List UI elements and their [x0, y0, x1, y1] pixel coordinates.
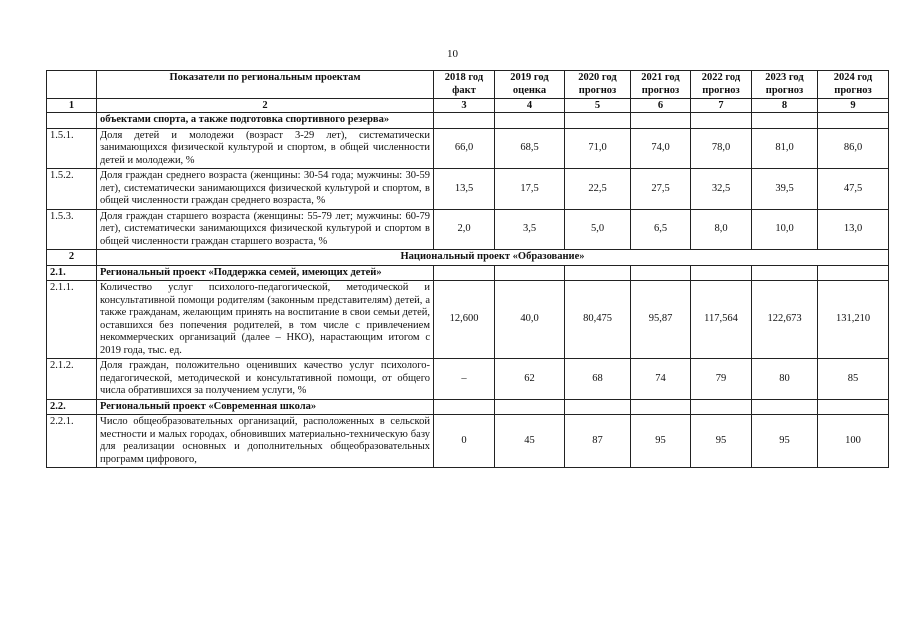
indicator-text: объектами спорта, а также подготовка спортивного резерва» [97, 113, 434, 129]
value-cell: 74 [631, 359, 691, 400]
value-cell [565, 113, 631, 129]
column-number: 6 [631, 99, 691, 113]
value-cell [752, 113, 818, 129]
row-index: 1.5.3. [47, 209, 97, 250]
value-cell [631, 399, 691, 415]
header-year: 2023 год прогноз [752, 71, 818, 99]
value-cell [631, 113, 691, 129]
value-cell: 86,0 [818, 128, 889, 169]
value-cell: 13,5 [434, 169, 495, 210]
value-cell: 95 [631, 415, 691, 468]
indicator-text: Доля граждан, положительно оценивших качество услуг психолого-педагогической, методической и консультативной помощи, от общего числа обратившихся за получением услуги, % [97, 359, 434, 400]
table-row [47, 359, 889, 400]
indicators-table [46, 70, 889, 468]
value-cell: 95,87 [631, 281, 691, 359]
table-body [47, 113, 889, 468]
column-number: 9 [818, 99, 889, 113]
value-cell: 78,0 [691, 128, 752, 169]
indicator-text: Доля граждан старшего возраста (женщины: 55-79 лет; мужчины: 60-79 лет), систематически занимающихся физической культурой и спортом в общей численности граждан старшего возраста, % [97, 209, 434, 250]
page-number: 10 [447, 48, 458, 60]
value-cell [434, 399, 495, 415]
header-index-cell [47, 71, 97, 99]
column-number: 8 [752, 99, 818, 113]
value-cell [691, 265, 752, 281]
header-year: 2024 год прогноз [818, 71, 889, 99]
value-cell: 40,0 [495, 281, 565, 359]
value-cell [434, 265, 495, 281]
table-header-row [47, 71, 889, 99]
row-index: 2 [47, 250, 97, 266]
section-row [47, 250, 889, 266]
indicator-text: Доля граждан среднего возраста (женщины: 30-54 года; мужчины: 30-59 лет), систематически занимающихся физической культурой и спортом, в общей численности граждан среднего возраста, % [97, 169, 434, 210]
value-cell: 45 [495, 415, 565, 468]
value-cell: 10,0 [752, 209, 818, 250]
value-cell: 3,5 [495, 209, 565, 250]
indicator-text: Доля детей и молодежи (возраст 3-29 лет), систематически занимающихся физической культурой и спортом, в общей численности детей и молодежи, % [97, 128, 434, 169]
value-cell: 95 [752, 415, 818, 468]
value-cell [565, 399, 631, 415]
header-year: 2021 год прогноз [631, 71, 691, 99]
value-cell [818, 399, 889, 415]
row-index: 1.5.2. [47, 169, 97, 210]
value-cell: 85 [818, 359, 889, 400]
row-index: 2.1. [47, 265, 97, 281]
row-index: 2.2. [47, 399, 97, 415]
value-cell: 81,0 [752, 128, 818, 169]
value-cell: 27,5 [631, 169, 691, 210]
value-cell [691, 399, 752, 415]
value-cell: 12,600 [434, 281, 495, 359]
header-year: 2022 год прогноз [691, 71, 752, 99]
value-cell: 80,475 [565, 281, 631, 359]
value-cell: 2,0 [434, 209, 495, 250]
value-cell [495, 399, 565, 415]
value-cell: 68,5 [495, 128, 565, 169]
value-cell: 17,5 [495, 169, 565, 210]
value-cell: 122,673 [752, 281, 818, 359]
value-cell: 0 [434, 415, 495, 468]
indicator-text: Региональный проект «Современная школа» [97, 399, 434, 415]
row-index: 2.1.2. [47, 359, 97, 400]
value-cell [691, 113, 752, 129]
table-row [47, 281, 889, 359]
value-cell [752, 265, 818, 281]
value-cell: 79 [691, 359, 752, 400]
value-cell: 22,5 [565, 169, 631, 210]
table-row [47, 128, 889, 169]
value-cell: 100 [818, 415, 889, 468]
table-row [47, 113, 889, 129]
value-cell: 62 [495, 359, 565, 400]
value-cell: 80 [752, 359, 818, 400]
header-indicator: Показатели по региональным проектам [97, 71, 434, 99]
table-row [47, 169, 889, 210]
column-numbers-row [47, 99, 889, 113]
table-row [47, 415, 889, 468]
header-year: 2018 год факт [434, 71, 495, 99]
value-cell: – [434, 359, 495, 400]
value-cell [495, 113, 565, 129]
value-cell: 87 [565, 415, 631, 468]
value-cell [495, 265, 565, 281]
value-cell: 95 [691, 415, 752, 468]
value-cell: 6,5 [631, 209, 691, 250]
row-index: 2.2.1. [47, 415, 97, 468]
row-index: 1.5.1. [47, 128, 97, 169]
value-cell: 117,564 [691, 281, 752, 359]
column-number: 5 [565, 99, 631, 113]
row-index [47, 113, 97, 129]
value-cell: 66,0 [434, 128, 495, 169]
value-cell [752, 399, 818, 415]
value-cell: 8,0 [691, 209, 752, 250]
value-cell: 32,5 [691, 169, 752, 210]
table-row [47, 265, 889, 281]
header-year: 2019 год оценка [495, 71, 565, 99]
column-number: 2 [97, 99, 434, 113]
indicator-text: Число общеобразовательных организаций, расположенных в сельской местности и малых городах, обновивших материально-техническую базу для реализации основных и дополнительных общеобразовательных программ цифрового, [97, 415, 434, 468]
table-row [47, 209, 889, 250]
value-cell: 39,5 [752, 169, 818, 210]
table-row [47, 399, 889, 415]
value-cell: 47,5 [818, 169, 889, 210]
header-year: 2020 год прогноз [565, 71, 631, 99]
indicator-text: Количество услуг психолого-педагогической, методической и консультативной помощи родителям (законным представителям) детей, а также гражданам, желающим принять на воспитание в свои семьи детей, оставшихся без попечения родителей, в том числе с привлечением некоммерческих организаций (далее – НКО), нарастающим итогом с 2019 года, тыс. ед. [97, 281, 434, 359]
column-number: 7 [691, 99, 752, 113]
value-cell: 71,0 [565, 128, 631, 169]
value-cell: 13,0 [818, 209, 889, 250]
value-cell [565, 265, 631, 281]
value-cell: 5,0 [565, 209, 631, 250]
indicator-text: Региональный проект «Поддержка семей, имеющих детей» [97, 265, 434, 281]
value-cell: 74,0 [631, 128, 691, 169]
value-cell: 68 [565, 359, 631, 400]
value-cell [434, 113, 495, 129]
row-index: 2.1.1. [47, 281, 97, 359]
value-cell [818, 265, 889, 281]
column-number: 3 [434, 99, 495, 113]
value-cell [631, 265, 691, 281]
section-title: Национальный проект «Образование» [97, 250, 889, 266]
column-number: 1 [47, 99, 97, 113]
value-cell [818, 113, 889, 129]
column-number: 4 [495, 99, 565, 113]
value-cell: 131,210 [818, 281, 889, 359]
